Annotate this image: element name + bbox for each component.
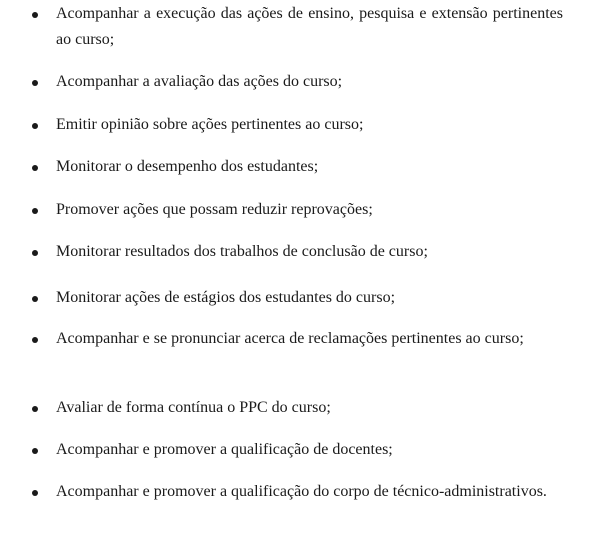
bullet-icon: [32, 80, 38, 86]
list-item-text: Acompanhar e se pronunciar acerca de reclamações pertinentes ao curso;: [56, 330, 524, 347]
list-item-text: Promover ações que possam reduzir reprovações;: [56, 201, 373, 218]
list-item-text: Emitir opinião sobre ações pertinentes ao curso;: [56, 116, 364, 133]
list-item-text: Acompanhar e promover a qualificação de docentes;: [56, 441, 393, 458]
bullet-icon: [32, 406, 38, 412]
bullet-icon: [32, 250, 38, 256]
bullet-icon: [32, 12, 38, 18]
list-item-text: Monitorar resultados dos trabalhos de conclusão de curso;: [56, 243, 428, 260]
list-item-text: Acompanhar e promover a qualificação do corpo de técnico-administrativos.: [56, 483, 547, 500]
bullet-icon: [32, 448, 38, 454]
bullet-icon: [32, 490, 38, 496]
bullet-icon: [32, 165, 38, 171]
list-item-text: Acompanhar a execução das ações de ensino, pesquisa e extensão pertinentes ao curso;: [56, 5, 563, 48]
bullet-icon: [32, 208, 38, 214]
bullet-icon: [32, 337, 38, 343]
bullet-icon: [32, 123, 38, 129]
list-item-text: Monitorar o desempenho dos estudantes;: [56, 158, 319, 175]
list-item-text: Avaliar de forma contínua o PPC do curso;: [56, 399, 331, 416]
list-item-text: Monitorar ações de estágios dos estudantes do curso;: [56, 289, 396, 306]
list-item-text: Acompanhar a avaliação das ações do curso;: [56, 73, 343, 90]
bullet-icon: [32, 296, 38, 302]
